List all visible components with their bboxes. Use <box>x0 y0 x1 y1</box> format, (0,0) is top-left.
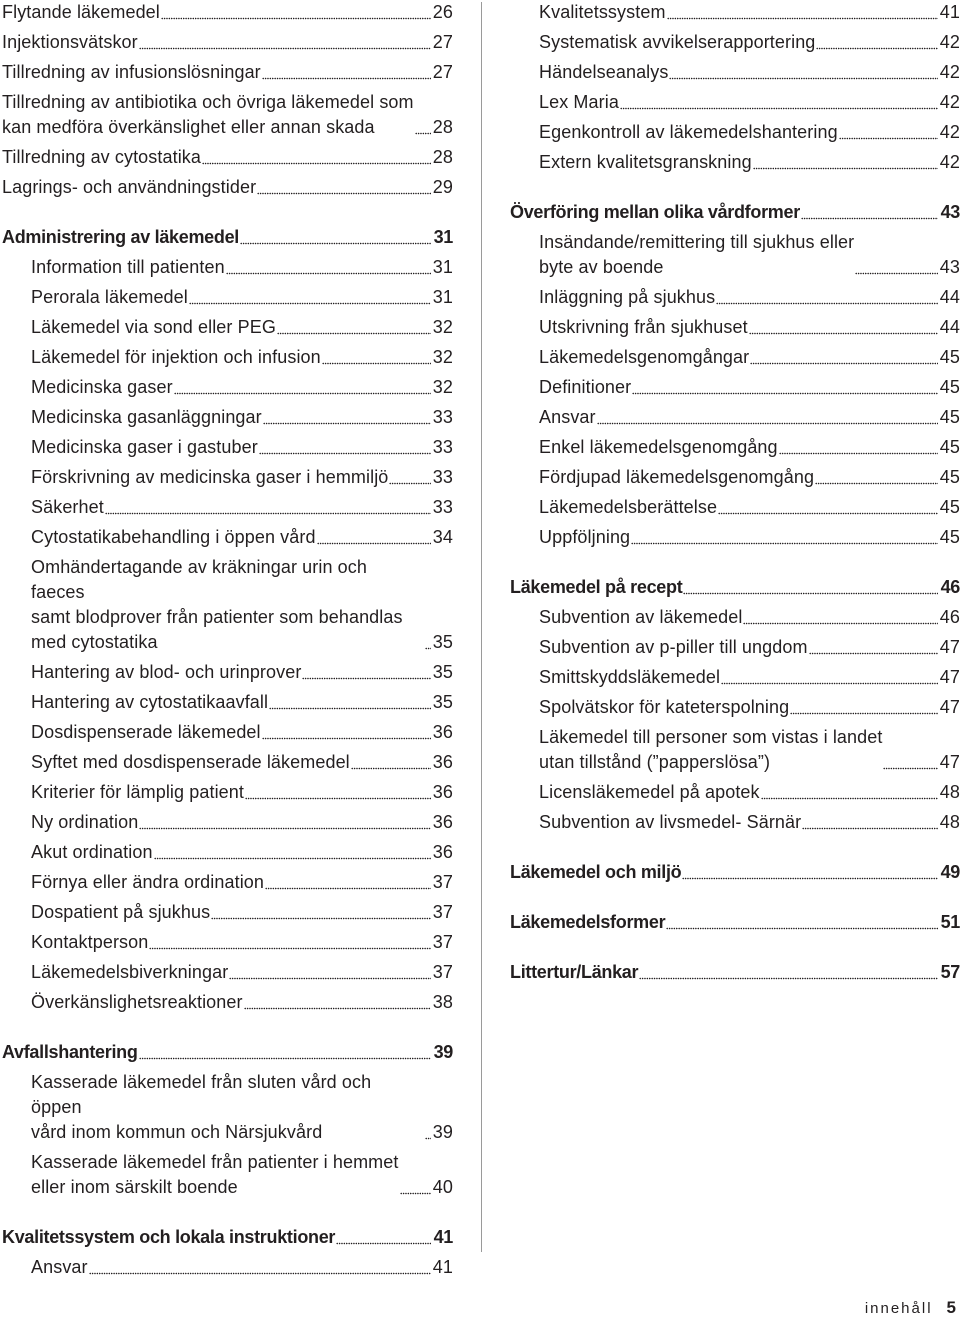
dot-leader <box>666 924 938 930</box>
toc-page-number: 36 <box>432 782 453 802</box>
toc-entry[interactable] <box>2 840 453 865</box>
toc-entry[interactable] <box>510 405 960 430</box>
toc-group <box>510 200 960 550</box>
dot-leader <box>597 419 938 425</box>
toc-entry-title: Läkemedelsbiverkningar <box>31 962 229 982</box>
toc-page-number: 33 <box>432 467 453 487</box>
toc-page-number: 28 <box>432 147 453 167</box>
toc-entry-title: Fördjupad läkemedelsgenomgång <box>539 467 815 487</box>
toc-group <box>510 960 960 985</box>
dot-leader <box>269 704 431 710</box>
dot-leader <box>400 1189 432 1195</box>
toc-page-number: 27 <box>432 62 453 82</box>
toc-group <box>2 1040 453 1200</box>
toc-entry-title: Subvention av läkemedel <box>539 607 743 627</box>
dot-leader <box>389 479 431 485</box>
toc-entry[interactable] <box>510 435 960 460</box>
toc-entry[interactable] <box>2 495 453 520</box>
toc-page-number: 36 <box>432 752 453 772</box>
footer-section-label: innehåll <box>864 1300 933 1317</box>
dot-leader <box>718 509 938 515</box>
dot-leader <box>761 794 938 800</box>
dot-leader <box>244 1004 431 1010</box>
dot-leader <box>105 509 431 515</box>
toc-page-number: 48 <box>939 812 960 832</box>
toc-entry-title: Läkemedel till personer som vistas i landet utan tillstånd (”papperslösa”) <box>539 727 883 772</box>
toc-entry-title: Medicinska gaser <box>31 377 173 397</box>
toc-page-number: 46 <box>939 607 960 627</box>
toc-entry[interactable] <box>2 1150 453 1200</box>
dot-leader <box>262 74 431 80</box>
toc-group <box>2 0 453 200</box>
toc-group <box>510 0 960 175</box>
toc-entry[interactable] <box>2 255 453 280</box>
toc-entry-title: Kvalitetssystem <box>539 2 666 22</box>
toc-entry-title: Definitioner <box>539 377 632 397</box>
toc-page-number: 32 <box>432 347 453 367</box>
toc-entry-title: Dospatient på sjukhus <box>31 902 211 922</box>
toc-page-number: 57 <box>940 962 960 982</box>
toc-entry-title: Inläggning på sjukhus <box>539 287 716 307</box>
toc-entry[interactable] <box>2 1070 453 1145</box>
dot-leader <box>229 974 431 980</box>
toc-entry-title: Läkemedel och miljö <box>510 862 682 882</box>
dot-leader <box>240 239 431 245</box>
toc-page-number: 33 <box>432 407 453 427</box>
toc-entry[interactable] <box>510 90 960 115</box>
toc-page-number: 43 <box>939 257 960 277</box>
dot-leader <box>809 649 938 655</box>
toc-page-number: 28 <box>432 117 453 137</box>
toc-group <box>2 225 453 1015</box>
toc-page-number: 47 <box>939 637 960 657</box>
dot-leader <box>839 134 938 140</box>
toc-entry[interactable] <box>2 175 453 200</box>
toc-page-number: 42 <box>939 92 960 112</box>
toc-page-number: 46 <box>940 577 960 597</box>
toc-page-number: 37 <box>432 872 453 892</box>
toc-entry-title: Ansvar <box>539 407 596 427</box>
toc-entry-title: Kontaktperson <box>31 932 149 952</box>
dot-leader <box>816 44 938 50</box>
toc-entry-title: Systematisk avvikelserapportering <box>539 32 816 52</box>
toc-entry-title: Syftet med dosdispenserade läkemedel <box>31 752 350 772</box>
toc-entry-title: Subvention av p-piller till ungdom <box>539 637 808 657</box>
toc-page-number: 47 <box>939 667 960 687</box>
dot-leader <box>750 359 938 365</box>
toc-page-number: 29 <box>432 177 453 197</box>
dot-leader <box>632 389 938 395</box>
dot-leader <box>425 644 431 650</box>
dot-leader <box>631 539 938 545</box>
toc-entry[interactable] <box>510 525 960 550</box>
toc-group <box>510 575 960 835</box>
dot-leader <box>743 619 938 625</box>
toc-section-heading[interactable] <box>510 200 960 225</box>
toc-entry-title: Perorala läkemedel <box>31 287 188 307</box>
toc-page-number: 42 <box>939 122 960 142</box>
toc-entry[interactable] <box>510 0 960 25</box>
dot-leader <box>262 734 431 740</box>
toc-entry[interactable] <box>510 285 960 310</box>
toc-entry[interactable] <box>2 285 453 310</box>
group-spacer <box>510 555 960 575</box>
toc-page-number: 44 <box>939 317 960 337</box>
toc-entry-title: Subvention av livsmedel- Särnär <box>539 812 802 832</box>
toc-entry-title: Överföring mellan olika vårdformer <box>510 202 800 222</box>
toc-entry[interactable] <box>510 230 960 280</box>
toc-entry-title: Kriterier för lämplig patient <box>31 782 244 802</box>
toc-page-number: 39 <box>432 1122 453 1142</box>
dot-leader <box>669 74 938 80</box>
toc-entry-title: Uppföljning <box>539 527 631 547</box>
toc-entry-title: Akut ordination <box>31 842 153 862</box>
toc-page-number: 37 <box>432 932 453 952</box>
toc-section-heading[interactable] <box>510 575 960 600</box>
dot-leader <box>277 329 431 335</box>
toc-page-number: 26 <box>432 2 453 22</box>
toc-entry-title: Tillredning av infusionslösningar <box>2 62 261 82</box>
toc-entry[interactable] <box>510 810 960 835</box>
dot-leader <box>855 269 938 275</box>
toc-entry[interactable] <box>2 750 453 775</box>
dot-leader <box>245 794 431 800</box>
toc-entry[interactable] <box>2 1255 453 1280</box>
toc-page-number: 48 <box>939 782 960 802</box>
dot-leader <box>302 674 431 680</box>
toc-entry-title: Licensläkemedel på apotek <box>539 782 760 802</box>
dot-leader <box>790 709 938 715</box>
toc-entry-title: Kvalitetssystem och lokala instruktioner <box>2 1227 336 1247</box>
toc-entry-title: Kasserade läkemedel från sluten vård och öppen vård inom kommun och Närsjukvård <box>31 1072 372 1142</box>
toc-page-number: 47 <box>939 752 960 772</box>
toc-page-number: 40 <box>432 1177 453 1197</box>
toc-entry[interactable] <box>2 900 453 925</box>
toc-entry-title: Enkel läkemedelsgenomgång <box>539 437 778 457</box>
dot-leader <box>139 44 431 50</box>
dot-leader <box>202 159 431 165</box>
toc-entry[interactable] <box>2 720 453 745</box>
dot-leader <box>639 974 938 980</box>
dot-leader <box>620 104 938 110</box>
toc-entry[interactable] <box>2 960 453 985</box>
toc-entry[interactable] <box>510 605 960 630</box>
toc-right-column <box>510 0 960 990</box>
toc-entry-title: Händelseanalys <box>539 62 669 82</box>
toc-section-heading[interactable] <box>2 1225 453 1250</box>
toc-page-number: 44 <box>939 287 960 307</box>
toc-entry[interactable] <box>2 555 453 655</box>
toc-entry-title: Tillredning av cytostatika <box>2 147 202 167</box>
toc-entry-title: Injektionsvätskor <box>2 32 138 52</box>
toc-entry-title: Utskrivning från sjukhuset <box>539 317 748 337</box>
toc-page-number: 45 <box>939 497 960 517</box>
toc-left-column <box>2 0 453 1285</box>
dot-leader <box>89 1269 431 1275</box>
toc-page-number: 33 <box>432 497 453 517</box>
toc-page-number: 45 <box>939 467 960 487</box>
toc-entry[interactable] <box>510 150 960 175</box>
toc-entry[interactable] <box>2 810 453 835</box>
toc-page-number: 42 <box>939 62 960 82</box>
group-spacer <box>510 840 960 860</box>
page-number: 5 <box>946 1298 956 1317</box>
toc-entry-title: Läkemedelsgenomgångar <box>539 347 750 367</box>
toc-page-number: 36 <box>432 722 453 742</box>
dot-leader <box>815 479 938 485</box>
toc-entry[interactable] <box>2 660 453 685</box>
dot-leader <box>149 944 431 950</box>
dot-leader <box>801 214 938 220</box>
toc-page-number: 27 <box>432 32 453 52</box>
toc-section-heading[interactable] <box>2 225 453 250</box>
toc-entry[interactable] <box>2 375 453 400</box>
toc-entry[interactable] <box>510 60 960 85</box>
toc-entry-title: Flytande läkemedel <box>2 2 160 22</box>
toc-entry[interactable] <box>510 695 960 720</box>
toc-page-number: 37 <box>432 962 453 982</box>
toc-page-number: 32 <box>432 377 453 397</box>
toc-entry[interactable] <box>2 315 453 340</box>
dot-leader <box>139 1054 431 1060</box>
toc-entry-title: Medicinska gasanläggningar <box>31 407 262 427</box>
group-spacer <box>510 180 960 200</box>
toc-entry-title: Överkänslighetsreaktioner <box>31 992 243 1012</box>
toc-section-heading[interactable] <box>510 910 960 935</box>
toc-entry[interactable] <box>510 495 960 520</box>
toc-section-heading[interactable] <box>510 960 960 985</box>
toc-entry[interactable] <box>2 405 453 430</box>
toc-group <box>2 1225 453 1280</box>
toc-entry-title: Avfallshantering <box>2 1042 138 1062</box>
toc-page-number: 36 <box>432 842 453 862</box>
dot-leader <box>667 14 938 20</box>
group-spacer <box>510 890 960 910</box>
dot-leader <box>211 914 431 920</box>
toc-entry[interactable] <box>510 665 960 690</box>
toc-page-number: 51 <box>940 912 960 932</box>
toc-page-number: 31 <box>433 227 453 247</box>
toc-page-number: 45 <box>939 527 960 547</box>
toc-entry[interactable] <box>2 60 453 85</box>
toc-entry-title: Insändande/remittering till sjukhus eller byte av boende <box>539 232 855 277</box>
dot-leader <box>425 1134 431 1140</box>
toc-entry[interactable] <box>510 315 960 340</box>
dot-leader <box>322 359 431 365</box>
toc-page-number: 42 <box>939 32 960 52</box>
toc-page-number: 37 <box>432 902 453 922</box>
dot-leader <box>317 539 431 545</box>
dot-leader <box>351 764 431 770</box>
toc-group <box>510 910 960 935</box>
toc-entry-title: Spolvätskor för kateterspolning <box>539 697 790 717</box>
toc-entry-title: Omhändertagande av kräkningar urin och faeces samt blodprover från patienter som behandlas med cytostatika <box>31 557 403 652</box>
toc-entry[interactable] <box>2 780 453 805</box>
dot-leader <box>226 269 431 275</box>
toc-entry[interactable] <box>510 725 960 775</box>
toc-group <box>510 860 960 885</box>
dot-leader <box>174 389 431 395</box>
toc-entry[interactable] <box>2 435 453 460</box>
dot-leader <box>883 764 938 770</box>
dot-leader <box>154 854 431 860</box>
dot-leader <box>161 14 431 20</box>
toc-page-number: 31 <box>432 257 453 277</box>
dot-leader <box>802 824 938 830</box>
toc-entry-title: Läkemedel på recept <box>510 577 683 597</box>
toc-entry[interactable] <box>510 375 960 400</box>
toc-page-number: 36 <box>432 812 453 832</box>
dot-leader <box>259 449 431 455</box>
group-spacer <box>510 940 960 960</box>
dot-leader <box>779 449 938 455</box>
toc-page-number: 39 <box>433 1042 453 1062</box>
toc-entry-title: Ny ordination <box>31 812 139 832</box>
toc-page-number: 45 <box>939 407 960 427</box>
toc-page-number: 33 <box>432 437 453 457</box>
toc-entry[interactable] <box>2 870 453 895</box>
dot-leader <box>683 589 938 595</box>
toc-page-number: 41 <box>939 2 960 22</box>
dot-leader <box>336 1239 431 1245</box>
group-spacer <box>2 1020 453 1040</box>
toc-entry-title: Administrering av läkemedel <box>2 227 239 247</box>
dot-leader <box>263 419 431 425</box>
toc-entry-title: Medicinska gaser i gastuber <box>31 437 258 457</box>
toc-entry[interactable] <box>510 345 960 370</box>
toc-entry-title: Hantering av blod- och urinprover <box>31 662 302 682</box>
toc-entry-title: Läkemedel via sond eller PEG <box>31 317 276 337</box>
toc-entry-title: Hantering av cytostatikaavfall <box>31 692 269 712</box>
toc-entry-title: Förskrivning av medicinska gaser i hemmiljö <box>31 467 389 487</box>
column-divider <box>481 2 482 1252</box>
toc-entry-title: Läkemedel för injektion och infusion <box>31 347 321 367</box>
toc-entry-title: Littertur/Länkar <box>510 962 639 982</box>
toc-entry[interactable] <box>2 990 453 1015</box>
toc-page-number: 35 <box>432 632 453 652</box>
toc-entry-title: Information till patienten <box>31 257 225 277</box>
toc-entry[interactable] <box>2 690 453 715</box>
toc-entry-title: Lagrings- och användningstider <box>2 177 257 197</box>
toc-entry[interactable] <box>2 145 453 170</box>
toc-entry-title: Förnya eller ändra ordination <box>31 872 265 892</box>
toc-page-number: 35 <box>432 692 453 712</box>
toc-page-number: 32 <box>432 317 453 337</box>
toc-entry[interactable] <box>2 30 453 55</box>
dot-leader <box>265 884 431 890</box>
toc-page-number: 45 <box>939 377 960 397</box>
toc-page-number: 47 <box>939 697 960 717</box>
toc-page-number: 43 <box>940 202 960 222</box>
toc-page-number: 41 <box>433 1227 453 1247</box>
toc-entry[interactable] <box>2 90 453 140</box>
toc-page-number: 31 <box>432 287 453 307</box>
toc-page-number: 41 <box>432 1257 453 1277</box>
toc-entry[interactable] <box>2 930 453 955</box>
dot-leader <box>257 189 431 195</box>
toc-entry-title: Ansvar <box>31 1257 88 1277</box>
toc-page-number: 49 <box>940 862 960 882</box>
dot-leader <box>189 299 431 305</box>
toc-section-heading[interactable] <box>2 1040 453 1065</box>
toc-entry-title: Cytostatikabehandling i öppen vård <box>31 527 316 547</box>
toc-entry-title: Säkerhet <box>31 497 104 517</box>
toc-entry-title: Lex Maria <box>539 92 619 112</box>
toc-page-number: 38 <box>432 992 453 1012</box>
toc-entry[interactable] <box>510 30 960 55</box>
toc-entry-title: Dosdispenserade läkemedel <box>31 722 261 742</box>
toc-entry-title: Kasserade läkemedel från patienter i hemmet eller inom särskilt boende <box>31 1152 399 1197</box>
dot-leader <box>415 129 431 135</box>
dot-leader <box>139 824 431 830</box>
toc-entry[interactable] <box>2 465 453 490</box>
toc-entry-title: Läkemedelsberättelse <box>539 497 718 517</box>
toc-entry-title: Extern kvalitetsgranskning <box>539 152 752 172</box>
group-spacer <box>2 1205 453 1225</box>
toc-page-number: 34 <box>432 527 453 547</box>
dot-leader <box>753 164 938 170</box>
dot-leader <box>749 329 938 335</box>
toc-page-number: 45 <box>939 347 960 367</box>
dot-leader <box>682 874 938 880</box>
toc-page-number: 45 <box>939 437 960 457</box>
toc-entry-title: Smittskyddsläkemedel <box>539 667 721 687</box>
page-footer <box>865 1298 956 1319</box>
toc-entry[interactable] <box>2 0 453 25</box>
toc-entry[interactable] <box>2 525 453 550</box>
toc-page-number: 42 <box>939 152 960 172</box>
dot-leader <box>721 679 938 685</box>
toc-entry-title: Läkemedelsformer <box>510 912 666 932</box>
toc-entry-title: Egenkontroll av läkemedelshantering <box>539 122 838 142</box>
group-spacer <box>2 205 453 225</box>
toc-entry[interactable] <box>510 465 960 490</box>
toc-entry[interactable] <box>510 120 960 145</box>
toc-entry[interactable] <box>510 780 960 805</box>
toc-page-number: 35 <box>432 662 453 682</box>
toc-entry[interactable] <box>2 345 453 370</box>
toc-section-heading[interactable] <box>510 860 960 885</box>
toc-entry-title: Tillredning av antibiotika och övriga läkemedel som kan medföra överkänslighet eller annan skada <box>2 92 414 137</box>
toc-entry[interactable] <box>510 635 960 660</box>
dot-leader <box>716 299 938 305</box>
